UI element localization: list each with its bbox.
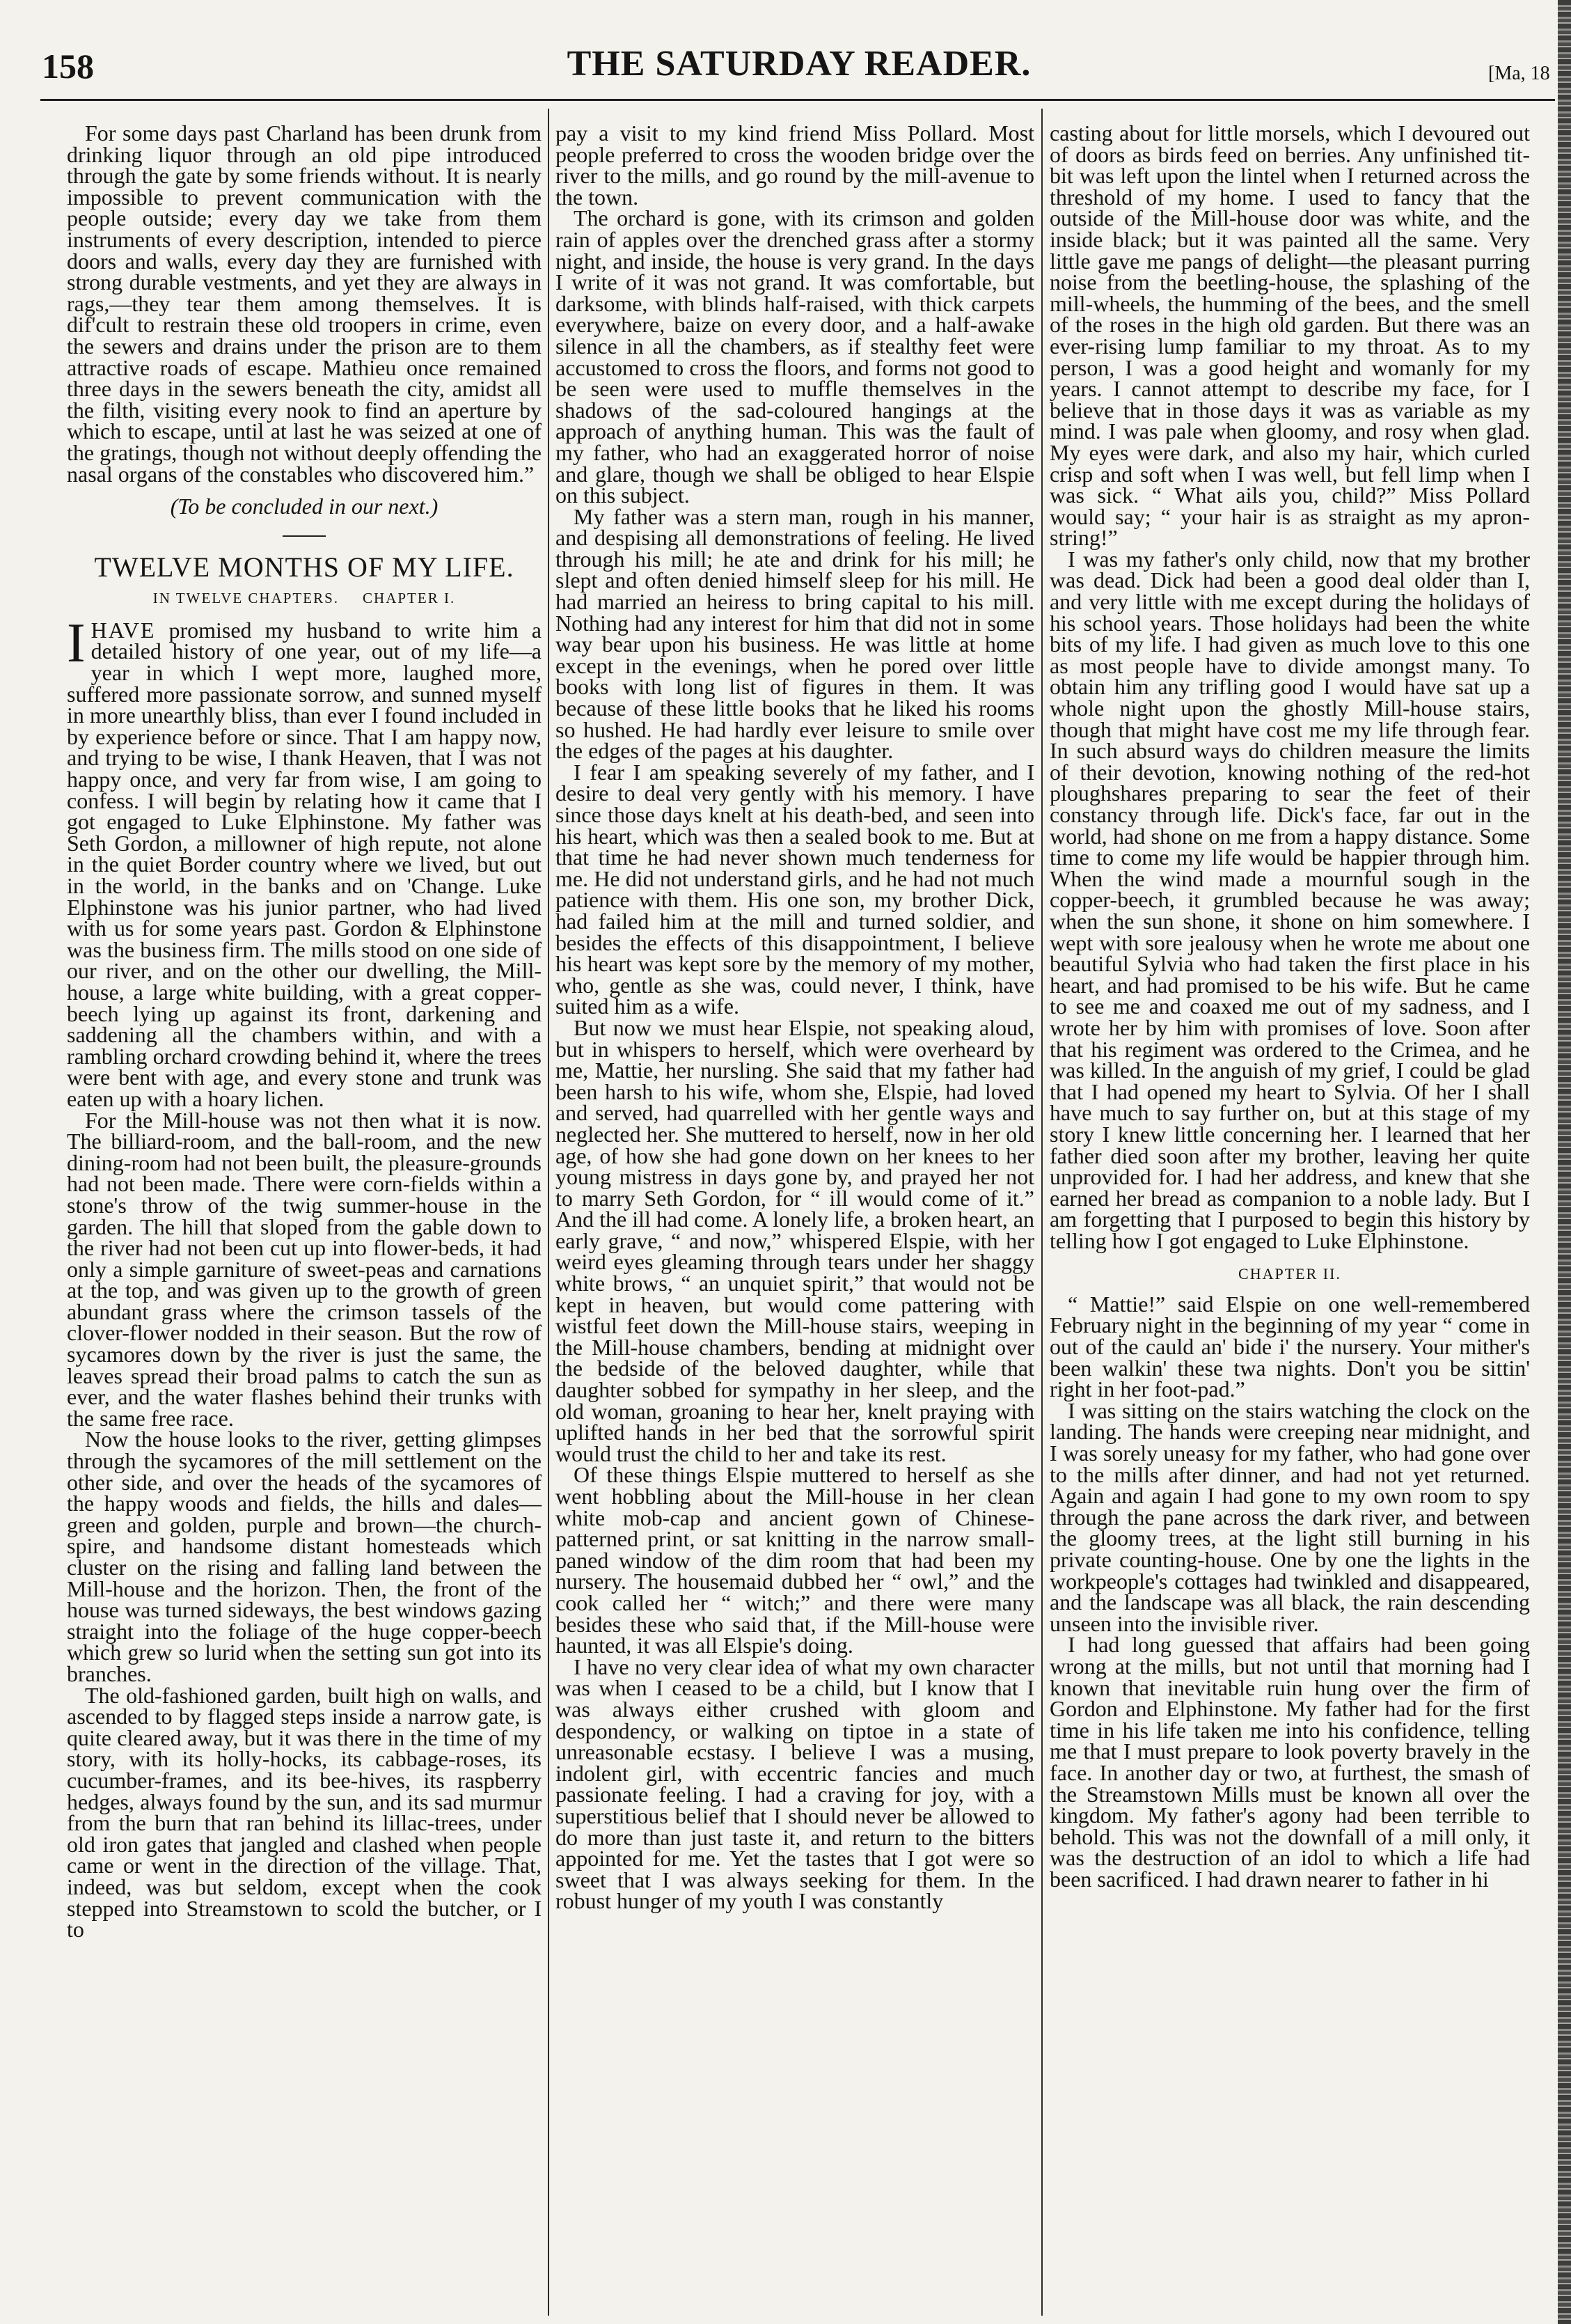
column-divider [548, 109, 549, 2316]
paragraph-text: promised my husband to write him a detailed history of one year, out of my life—a year in which I wept more, laughed more, suffered more passionate sorrow, and sunned myself in more unearthly bliss, than ever I found included in by experience before or since. That I am happy now, and trying to be wise, I thank Heaven, that I was not happy once, and very far from wise, I am going to confess. I will begin by relating how it came that I got engaged to Luke Elphinstone. My father was Seth Gordon, a millowner of high repute, not alone in the quiet Border country where we lived, but out in the world, in the banks and on 'Change. Luke Elphinstone was his junior partner, who had lived with us for some years past. Gordon & Elphinstone was the business firm. The mills stood on one side of our river, and on the other our dwelling, the Mill-house, a large white building, with a great copper-beech lying up against its front, darkening and saddening all the chambers within, and with a rambling orchard crowding behind it, where the trees were bent with age, and every stone and trunk was eaten up with a hoary lichen. [67, 617, 542, 1111]
paragraph-continued: pay a visit to my kind friend Miss Pollard. Most people preferred to cross the wooden bridge over the river to the mills, and go round by the mill-avenue to the town. [555, 120, 1034, 210]
story-title: TWELVE MONTHS OF MY LIFE. [94, 551, 514, 583]
paragraph: Now the house looks to the river, getting glimpses through the sycamores of the mill settlement on the other side, and over the heads of the sycamores of the happy woods and fields, the hills and dales—green and golden, purple and brown—the church-spire, and handsome distant homesteads which cluster on the rising and falling land between the Mill-house and the horizon. Then, the front of the house was turned sideways, the best windows gazing straight into the foliage of the huge copper-beech which grew so lurid when the setting sun got into its branches. [67, 1427, 542, 1686]
paragraph: The old-fashioned garden, built high on walls, and ascended to by flagged steps inside a narrow gate, is quite cleared away, but it was there in the time of my story, with its holly-hocks, its cabbage-roses, its cucumber-frames, and its bee-hives, its raspberry hedges, always found by the sun, and its sad murmur from the burn that ran behind its lillac-trees, under old iron gates that jangled and clashed when people came or went in the direction of the village. That, indeed, was but seldom, except when the cook stepped into Streamstown to scold the butcher, or I to [67, 1682, 542, 1942]
paragraph: I had long guessed that affairs had been going wrong at the mills, but not until that morning had I known that inevitable ruin hung over the firm of Gordon and Elphinstone. My father had for the first time in his life taken me into his confidence, telling me that I must prepare to look poverty bravely in the face. In another day or two, at furthest, the smash of the Streamstown Mills must be known all over the kingdom. My father's agony had been terrible to behold. This was not the downfall of a mill only, it was the destruction of an idol to which a life had been sacrificed. I had drawn nearer to father in hi [1050, 1632, 1530, 1892]
chapter-heading: CHAPTER II. [1238, 1265, 1341, 1283]
paragraph: But now we must hear Elspie, not speaking aloud, but in whispers to herself, which were overheard by me, Mattie, her nursling. She said that my father had been harsh to his wife, whom she, Elspie, had loved and served, had quarrelled with her gentle ways and neglected her. She muttered to herself, now in her old age, of how she had gone down on her knees to her young mistress in days gone by, and prayed her not to marry Seth Gordon, for “ ill would come of it.” And the ill had come. A lonely life, a broken heart, an early grave, “ and now,” whispered Elspie, with her weird eyes gleaming through tears under her shaggy white brows, “ an unquiet spirit,” that would not be kept in heaven, but would come pattering with wistful feet down the Mill-house stairs, weeping in the Mill-house chambers, bending at midnight over the bedside of the beloved daughter, while that daughter sobbed for sympathy in her sleep, and the old woman, groaning to hear her, knelt praying with uplifted hands in her bed that the sorrowful spirit would trust the child to her and take its rest. [555, 1014, 1034, 1466]
page-number: 158 [42, 47, 94, 86]
publication-title: THE SATURDAY READER. [567, 44, 1032, 84]
header-rule [40, 99, 1555, 101]
paragraph: For the Mill-house was not then what it is now. The billiard-room, and the ball-room, and the new dining-room had not been built, the pleasure-grounds had not been made. There were corn-fields within a stone's throw of the twig summer-house in the garden. The hill that sloped from the gable down to the river had not been cut up into flower-beds, it had only a simple garniture of sweet-peas and carnations at the top, and was given up to the growth of green abundant grass where the crimson tassels of the clover-flower nodded in their season. But the row of sycamores down by the river is just the same, the leaves spread their broad palms to catch the sun as ever, and the water flashes behind their trunks with the same free race. [67, 1107, 542, 1431]
column-3 [1050, 120, 1530, 1892]
scan-edge-shadow [1558, 0, 1571, 2324]
column-2 [555, 120, 1034, 1914]
column-divider [1041, 109, 1043, 2316]
paragraph: I was sitting on the stairs watching the clock on the landing. The hands were creeping near midnight, and I was sorely uneasy for my father, who had gone over to the mills after dinner, and had not yet returned. Again and again I had gone to my own room to spy through the pane across the dark river, and between the gloomy trees, at the light still burning in his private counting-house. One by one the lights in the workpeople's cottages had twinkled and disappeared, and the landscape was all black, the rain descending unseen into the invisible river. [1050, 1397, 1530, 1636]
paragraph: I have no very clear idea of what my own character was when I ceased to be a child, but I know that I was always either crushed with gloom and despondency, or walking on tiptoe in a state of unreasonable ecstasy. I believe I was a musing, indolent girl, with eccentric fancies and much passionate feeling. I had a craving for joy, with a superstitious belief that I should never be allowed to do more than just taste it, and return to the bitters appointed for me. Yet the tastes that I got were so sweet that I was always seeking for them. In the robust hunger of my youth I was constantly [555, 1654, 1034, 1914]
column-1 [67, 120, 542, 1942]
paragraph: The orchard is gone, with its crimson and golden rain of apples over the drenched grass after a stormy night, and inside, the house is very grand. In the days I write of it was not grand. It was comfortable, but darksome, with blinds half-raised, with thick carpets everywhere, baize on every door, and a half-awake silence in all the chambers, as if stealthy feet were accustomed to cross the floors, and forms not good to be seen were used to muffle themselves in the shadows of the sad-coloured hangings at the approach of anything human. This was the fault of my father, who had an exaggerated horror of noise and glare, though we shall be obliged to hear Elspie on this subject. [555, 205, 1034, 508]
issue-date: [Ma, 18 [1488, 63, 1550, 84]
paragraph: Of these things Elspie muttered to herself as she went hobbling about the Mill-house in her clean white mob-cap and ancient gown of Chinese-patterned print, or sat knitting in the narrow small-paned window of the dim room that had been my nursery. The housemaid dubbed her “ owl,” and the cook called her “ witch;” and there were many besides these who said that, if the Mill-house were haunted, it was all Elspie's doing. [555, 1462, 1034, 1658]
paragraph-continued: casting about for little morsels, which I devoured out of doors as birds feed on berries. Any unfinished tit-bit was left upon the lintel when I returned across the threshold of my home. I used to fancy that the outside of the Mill-house door was white, and the inside black; but it was painted all the same. Very little gave me pangs of delight—the pleasant purring noise from the beetling-house, the splashing of the mill-wheels, the humming of the bees, and the smell of the roses in the high old garden. But there was an ever-rising lump familiar to my throat. As to my person, I was a good height and womanly for my years. I cannot attempt to describe my face, for I believe that in those days it was as variable as my mind. I was pale when gloomy, and rosy when glad. My eyes were dark, and also my hair, which curled crisp and soft when I was well, but fell limp when I was sick. “ What ails you, child?” Miss Pollard would say; “ your hair is as straight as my apron-string!” [1050, 120, 1530, 551]
paragraph: I was my father's only child, now that my brother was dead. Dick had been a good deal older than I, and very little with me except during the holidays of his school years. Those holidays had been the white bits of my life. I had given as much love to this one as most people have to divide amongst many. To obtain him any trifling good I would have sat up a whole night upon the ghostly Mill-house stairs, though that might have cost me my life through fear. In such absurd ways do children measure the limits of their devotion, knowing nothing of the red-hot ploughshares preparing to sear the feet of their constancy through life. Dick's face, far out in the world, had shone on me from a happy distance. Some time to come my life would be happier through him. When the wind made a mournful sough in the copper-beech, it grumbled because he was away; when the sun shone, it shone on him somewhere. I wept with sore jealousy when he wrote me about one beautiful Sylvia who had taken the first place in his heart, and had promised to be his wife. But he came to see me and coaxed me out of my sadness, and I wrote her by him with promises of love. Soon after that his regiment was ordered to the Crimea, and he was killed. In the anguish of my grief, I could be glad that I had opened my heart to Sylvia. Of her I shall have much to say further on, but at this stage of my story I knew little concerning her. I learned that her father died soon after my brother, leaving her quite unprovided for. I had her address, and knew that she earned her bread as companion to a noble lady. But I am forgetting that I purposed to begin this history by telling how I got engaged to Luke Elphinstone. [1050, 546, 1530, 1253]
chapter-label: CHAPTER I. [363, 589, 456, 606]
lead-in-caps: HAVE [90, 617, 156, 643]
drop-cap: I [67, 612, 86, 674]
continuation-note: (To be concluded in our next.) [170, 494, 439, 519]
paragraph: I fear I am speaking severely of my father, and I desire to deal very gently with his memory. I have since those days knelt at his death-bed, and seen into his heart, which was then a sealed book to me. But at that time he had never shown much tenderness for me. He did not understand girls, and he had not much patience with them. His one son, my brother Dick, had failed him at the mill and turned soldier, and besides the effects of this disappointment, I believe his heart was kept sore by the memory of my mother, who, gentle as she was, could never, I think, have suited him as a wife. [555, 759, 1034, 1019]
article-separator [283, 535, 326, 537]
paragraph: “ Mattie!” said Elspie on one well-remembered February night in the beginning of my year “ come in out of the cauld an' bide i' the nursery. Your mither's been walkin' these twa nights. Don't you be sittin' right in her foot-pad.” [1050, 1291, 1530, 1402]
opening-paragraph [67, 612, 542, 1111]
paragraph: For some days past Charland has been drunk from drinking liquor through an old pipe introduced through the gate by some friends without. It is nearly impossible to prevent communication with the people outside; every day we take from them instruments of every description, intended to pierce doors and walls, every day they are furnished with strong durable vestments, and yet they are always in rags,—they tear them among themselves. It is dif'cult to restrain these old troopers in crime, even the sewers and drains under the prison are to them attractive roads of escape. Mathieu once remained three days in the sewers beneath the city, amidst all the filth, visiting every nook to find an aperture by which to escape, until at last he was seized at one of the gratings, though not without deeply offending the nasal organs of the constables who discovered him.” [67, 120, 542, 487]
series-label: IN TWELVE CHAPTERS. [152, 589, 340, 606]
story-subtitle [67, 590, 542, 607]
paragraph: My father was a stern man, rough in his manner, and despising all demonstrations of feeling. He lived through his mill; he ate and drink for his mill; he slept and often denied himself sleep for his mill. He had married an heiress to bring capital to his mill. Nothing had any interest for him that did not in some way bear upon his business. He was little at home except in the evenings, when he pored over little books with long list of figures in them. It was because of these little books that he liked his rooms so hushed. He had hardly ever leisure to smile over the edges of the pages at his daughter. [555, 503, 1034, 764]
